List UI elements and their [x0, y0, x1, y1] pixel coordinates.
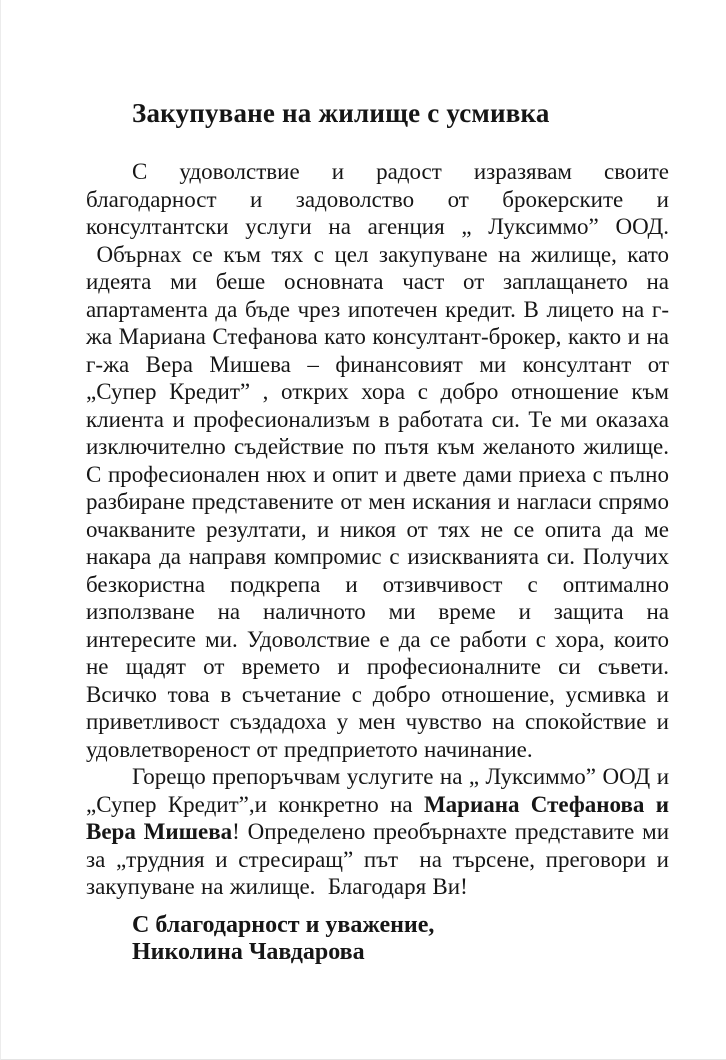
text-line [86, 653, 669, 681]
text-line [86, 708, 669, 736]
text-line [86, 543, 669, 571]
text-segment: безкористна подкрепа и отзивчивост с оптимално [86, 571, 669, 597]
text-segment: клиента и професионализъм в работата си. Те ми оказаха [86, 406, 669, 432]
text-line [86, 268, 669, 296]
text-segment: ! Определено преобърнахте представите ми [232, 819, 669, 844]
text-line [86, 213, 669, 241]
text-segment: използване на наличното ми време и защита на [86, 599, 669, 624]
text-segment: не щадят от времето и професионалните си съвети. [86, 654, 669, 679]
text-line [86, 873, 669, 901]
text-line [86, 296, 669, 324]
text-line [86, 378, 669, 406]
text-line [86, 158, 669, 186]
text-line [86, 791, 669, 819]
text-segment: г-жа Вера Мишева – финансовият ми консултант от [86, 351, 669, 377]
emphasized-text: Мариана Стефанова и [423, 791, 669, 817]
text-line [86, 351, 669, 379]
emphasized-text: Вера Мишева [86, 819, 233, 844]
text-segment: изключително съдействие по пътя към желаното жилище. [86, 434, 669, 459]
closing-salutation: С благодарност и уважение, [132, 911, 435, 938]
text-segment: „Супер Кредит” , открих хора с добро отношение към [86, 379, 669, 404]
text-segment: Всичко това в съчетание с добро отношение, усмивка и [86, 681, 669, 707]
paragraph-recommendation [86, 763, 669, 901]
text-line [86, 488, 669, 516]
text-line [86, 681, 669, 709]
text-line [86, 433, 669, 461]
text-line [86, 846, 669, 874]
text-segment: разбиране представените от мен искания и нагласи спрямо [86, 489, 669, 514]
text-line [86, 598, 669, 626]
text-segment: удовлетвореност от предприетото начинание. [86, 736, 533, 762]
closing-block [132, 912, 726, 967]
text-segment: „Супер Кредит”,и конкретно на [86, 791, 424, 817]
text-line [86, 186, 669, 214]
text-segment: Обърнах се към тях с цел закупуване на жилище, като [86, 241, 669, 267]
text-segment: закупуване на жилище. Благодаря Ви! [86, 874, 468, 899]
text-line [86, 818, 669, 846]
text-line [86, 241, 669, 269]
text-segment: консултантски услуги на агенция „ Луксиммо” ООД. [86, 214, 669, 239]
text-line [86, 323, 669, 351]
text-segment: приветливост създадоха у мен чувство на спокойствие и [86, 709, 669, 734]
text-segment: жа Мариана Стефанова като консултант-брокер, както и на [86, 324, 669, 349]
text-segment: апартамента да бъде чрез ипотечен кредит. В лицето на г- [86, 296, 669, 322]
text-segment: очакваните резултати, и никоя от тях не се опита да ме [86, 516, 669, 542]
text-segment: накара да направя компромис с изискванията си. Получих [86, 544, 669, 569]
text-line [86, 516, 669, 544]
paragraph-intro [86, 158, 669, 763]
text-line [86, 763, 669, 791]
signature-name: Николина Чавдарова [132, 939, 365, 965]
text-line [86, 406, 669, 434]
document-title: Закупуване на жилище с усмивка [132, 98, 550, 128]
text-segment: идеята ми беше основната част от заплащането на [86, 269, 669, 294]
text-line [86, 626, 669, 654]
text-line [86, 461, 669, 489]
text-segment: С удоволствие и радост изразявам своите [132, 159, 669, 184]
text-segment: благодарност и задоволство от брокерските и [86, 186, 669, 212]
document-body [86, 158, 669, 901]
text-line [86, 736, 669, 764]
text-line [86, 571, 669, 599]
text-segment: за „трудния и стресиращ” път на търсене, преговори и [86, 846, 669, 872]
text-segment: С професионален нюх и опит и двете дами приеха с пълно [86, 461, 669, 487]
text-segment: Горещо препоръчвам услугите на „ Луксиммо” ООД и [132, 764, 669, 789]
text-segment: интересите ми. Удоволствие е да се работи с хора, които [86, 626, 669, 652]
